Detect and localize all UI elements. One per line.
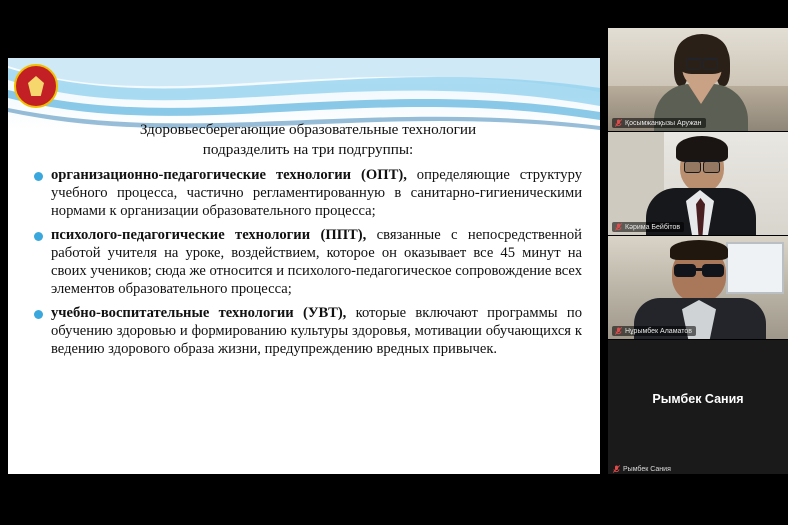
slide-bullet: [34, 166, 582, 221]
bullet-term: учебно-воспитательные технологии (УВТ),: [51, 304, 347, 321]
mic-muted-icon: [615, 327, 622, 335]
bullet-term: психолого-педагогические технологии (ППТ),: [51, 226, 367, 243]
mic-muted-icon: [615, 119, 622, 127]
participant-name-badge: [612, 118, 706, 128]
slide-content: [8, 120, 600, 363]
glasses-icon: [684, 160, 720, 171]
slide-lead-line-1: Здоровьесберегающие образовательные технологии: [139, 121, 477, 138]
slide-bullet: [34, 304, 582, 359]
bullet-text: [51, 304, 582, 359]
bullet-dot-icon: [34, 310, 43, 319]
participant-name: Қосымжанқызы Аружан: [625, 119, 702, 127]
slide-lead-line-2: подразделить на три подгруппы:: [202, 141, 414, 158]
bullet-dot-icon: [34, 172, 43, 181]
bullet-body: определяющие структуру учебного процесса, частично регламентированную в санитарно-гигиеническими нормами к организации образовательного процесса;: [51, 167, 582, 220]
participant-tile-2[interactable]: [608, 132, 788, 236]
participant-name-badge: [612, 326, 696, 336]
active-speaker-tile[interactable]: [608, 340, 788, 477]
active-speaker-name: Рымбек Сания: [652, 392, 744, 406]
sunglasses-icon: [674, 264, 724, 278]
glasses-icon: [686, 58, 718, 68]
slide-bullet: [34, 226, 582, 299]
participant-strip[interactable]: [608, 28, 788, 474]
mic-muted-icon: [615, 223, 622, 231]
active-speaker-name-badge: [613, 465, 671, 473]
screen-share-area: [0, 28, 608, 474]
participant-name-badge: [612, 222, 684, 232]
mic-muted-icon: [613, 465, 620, 473]
whiteboard: [726, 242, 784, 294]
bullet-text: [51, 166, 582, 221]
bullet-body: которые включают программы по обучению здоровью и формированию культуры здоровья, мотивации обучающихся к ведению здорового образа жизни, предупреждению вредных привычек.: [51, 304, 582, 358]
bullet-body: связанные с непосредственной работой учителя на уроке, воздействием, которое он оказывает все 45 минут на своих учеников; сюда же относится и психолого-педагогическое сопровождение всех элементов образовательного процесса;: [51, 226, 582, 298]
presentation-slide: [8, 58, 600, 474]
participant-tile-1[interactable]: [608, 28, 788, 132]
bottom-letterbox-bar: [0, 474, 788, 525]
active-speaker-tag: Рымбек Сания: [623, 465, 671, 473]
university-emblem-icon: [14, 64, 58, 108]
participant-name: Кәрима Бейбітов: [625, 223, 681, 231]
top-letterbox-bar: [0, 0, 788, 28]
participant-name: Нұрымбек Аламатов: [625, 327, 692, 335]
bullet-dot-icon: [34, 232, 43, 241]
bullet-text: [51, 226, 582, 299]
participant-tile-3[interactable]: [608, 236, 788, 340]
bullet-term: организационно-педагогические технологии (ОПТ),: [51, 167, 407, 183]
